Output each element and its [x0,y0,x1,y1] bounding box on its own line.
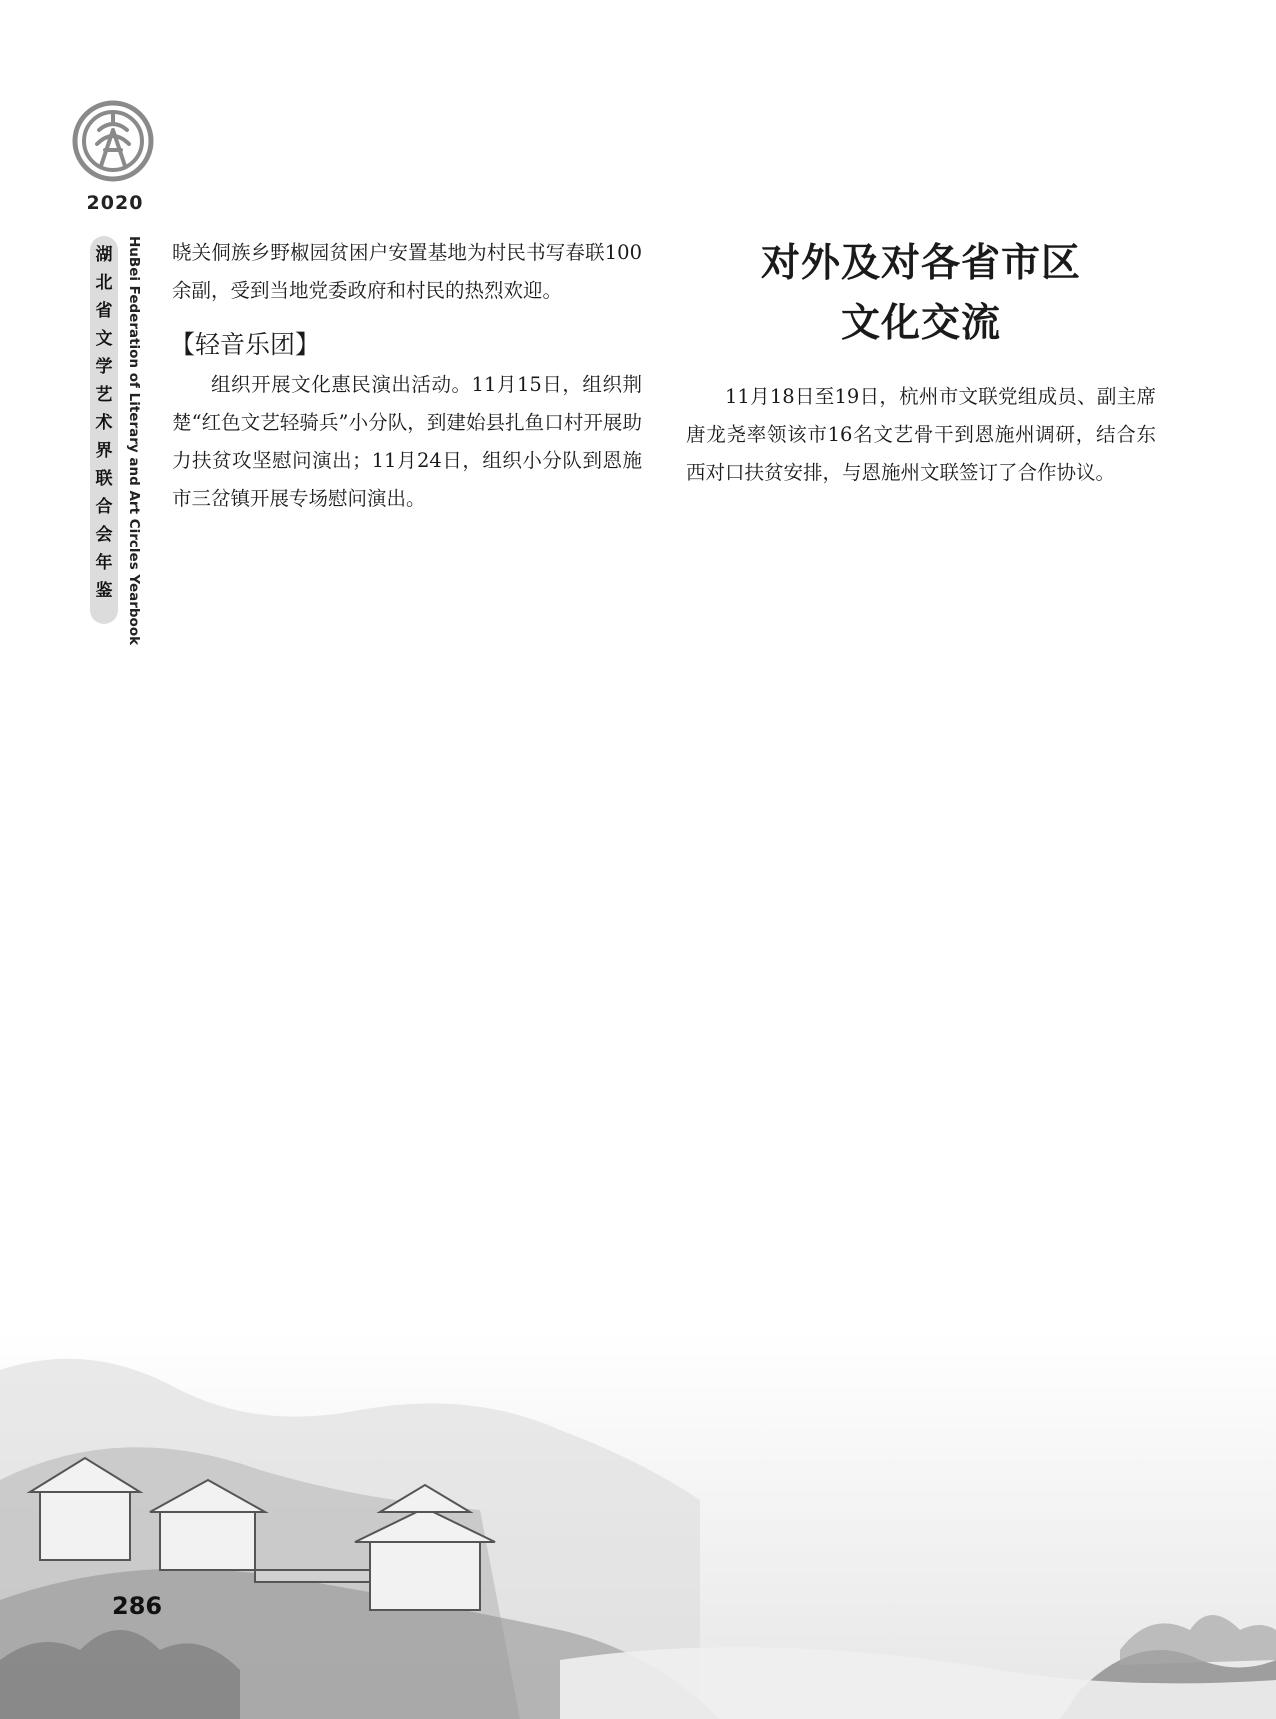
vertical-title-char: 会 [95,525,113,545]
vertical-title-char: 湖 [95,245,113,265]
vertical-title-char: 文 [95,329,113,349]
vertical-title-char: 年 [95,553,113,573]
vertical-title-char: 联 [95,469,113,489]
vertical-title-english: HuBei Federation of Literary and Art Circles Yearbook [126,236,142,646]
vertical-title-english-wrap [125,236,143,646]
yearbook-year: 2020 [86,192,144,214]
article-headline [686,234,1156,354]
yearbook-emblem-icon [72,100,154,182]
vertical-title-char: 鉴 [95,581,113,601]
vertical-title-char: 艺 [95,385,113,405]
left-column [172,234,642,518]
vertical-title-chinese [90,244,118,602]
vertical-title-char: 省 [95,301,113,321]
vertical-title-char: 合 [95,497,113,517]
ink-landscape-illustration [0,1330,1276,1719]
vertical-title-char: 北 [95,273,113,293]
section-body: 组织开展文化惠民演出活动。11月15日，组织荆楚“红色文艺轻骑兵”小分队，到建始县扎鱼口村开展助力扶贫攻坚慰问演出；11月24日，组织小分队到恩施市三岔镇开展专场慰问演出。 [172,373,642,510]
vertical-title-char: 界 [95,441,113,461]
section-heading: 【轻音乐团】 [170,330,321,359]
headline-line-2: 文化交流 [840,301,1001,346]
intro-paragraph: 晓关侗族乡野椒园贫困户安置基地为村民书写春联100余副，受到当地党委政府和村民的热烈欢迎。 [172,241,642,302]
vertical-title-char: 学 [95,357,113,377]
right-column [686,234,1156,492]
headline-line-1: 对外及对各省市区 [760,241,1081,286]
page-number: 286 [112,1592,163,1620]
vertical-title-char: 术 [95,413,113,433]
article-body: 11月18日至19日，杭州市文联党组成员、副主席唐龙尧率领该市16名文艺骨干到恩施州调研，结合东西对口扶贫安排，与恩施州文联签订了合作协议。 [686,385,1156,484]
